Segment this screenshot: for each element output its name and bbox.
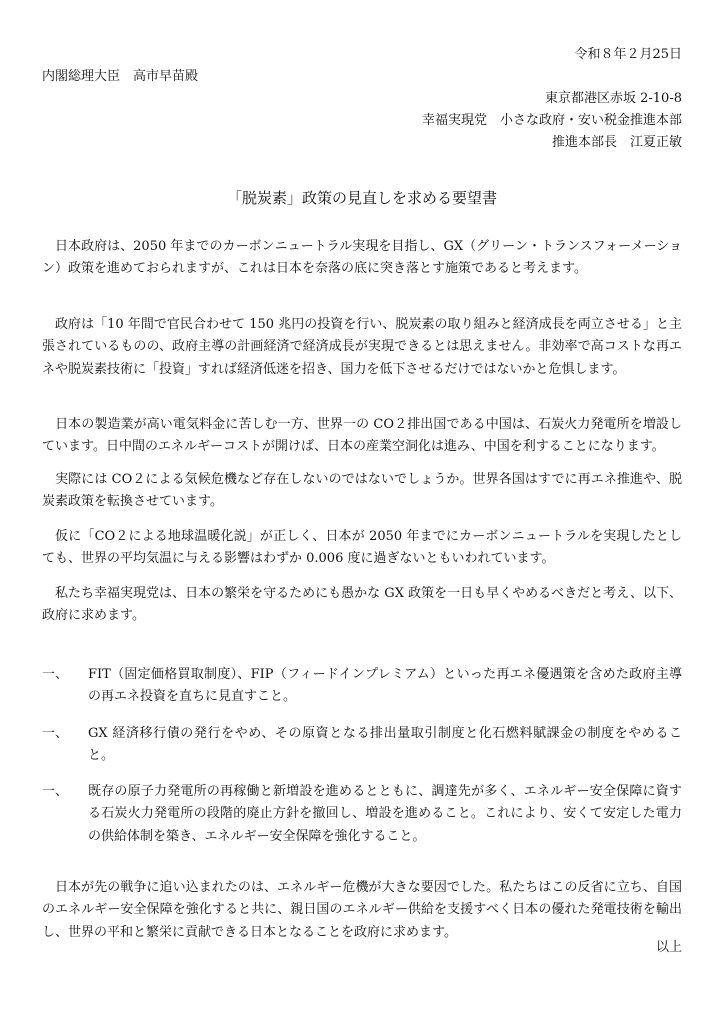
paragraph-2: 政府は「10 年間で官民合わせて 150 兆円の投資を行い、脱炭素の取り組みと経済成長を両立させる」と主張されているものの、政府主導の計画経済で経済成長が実現できるとは思えません。非効率で高コストな再エネや脱炭素技術に「投資」すれば経済低迷を招き、国力を低下させるだけではないかと危惧します。: [42, 317, 682, 377]
end-mark: 以上: [655, 940, 682, 955]
recipient: 内閣総理大臣 高市早苗殿: [42, 69, 199, 84]
paragraph-4: 実際には CO２による気候危機など存在しないのではないでしょうか。世界各国はすでに再エネ推進や、脱炭素政策を転換させています。: [42, 472, 682, 510]
document-title: 「脱炭素」政策の見直しを求める要望書: [226, 189, 497, 207]
demand-marker: 一、: [42, 667, 69, 682]
sender-address: 東京都港区赤坂 2-10-8: [544, 91, 682, 106]
sender-organization: 幸福実現党 小さな政府・安い税金推進本部: [421, 113, 682, 128]
demand-text: 既存の原子力発電所の再稼働と新増設を進めるとともに、調達先が多く、エネルギー安全保障に資する石炭火力発電所の段階的廃止方針を撤回し、増設を進めること。これにより、安くて安定した電力の供給体制を築き、エネルギー安全保障を強化すること。: [88, 784, 682, 844]
document-date: 令和８年２月25日: [574, 47, 682, 62]
demand-item-2: [42, 723, 682, 768]
paragraph-1: 日本政府は、2050 年までのカーボンニュートラル実現を目指し、GX（グリーン・トランスフォーメーション）政策を進めておられますが、これは日本を奈落の底に突き落とす施策であると考えます。: [42, 239, 682, 277]
demand-text: GX 経済移行債の発行をやめ、その原資となる排出量取引制度と化石燃料賦課金の制度をやめること。: [88, 726, 682, 764]
paragraph-5: 仮に「CO２による地球温暖化説」が正しく、日本が 2050 年までにカーボンニュートラルを実現したとしても、世界の平均気温に与える影響はわずか 0.006 度に過ぎないともいわれています。: [42, 529, 682, 567]
demand-marker: 一、: [42, 784, 69, 799]
demand-marker: 一、: [42, 726, 69, 741]
closing-paragraph: 日本が先の戦争に追い込まれたのは、エネルギー危機が大きな要因でした。私たちはこの反省に立ち、自国のエネルギー安全保障を強化すると共に、親日国のエネルギー供給を支援すべく日本の優れた発電技術を輸出し、世界の平和と繁栄に貢献できる日本となることを政府に求めます。: [42, 880, 682, 940]
demand-item-3: [42, 781, 682, 848]
sender-signatory: 推進本部長 江夏正敏: [551, 135, 682, 150]
paragraph-6: 私たち幸福実現党は、日本の繁栄を守るためにも愚かな GX 政策を一日も早くやめるべきだと考え、以下、政府に求めます。: [42, 586, 682, 624]
demand-text: FIT（固定価格買取制度）、FIP（フィードインプレミアム）といった再エネ優遇策を含めた政府主導の再エネ投資を直ちに見直すこと。: [88, 667, 682, 705]
demand-item-1: [42, 664, 682, 709]
paragraph-3: 日本の製造業が高い電気料金に苦しむ一方、世界一の CO２排出国である中国は、石炭火力発電所を増設しています。日中間のエネルギーコストが開けば、日本の産業空洞化は進み、中国を利することになります。: [42, 417, 682, 455]
